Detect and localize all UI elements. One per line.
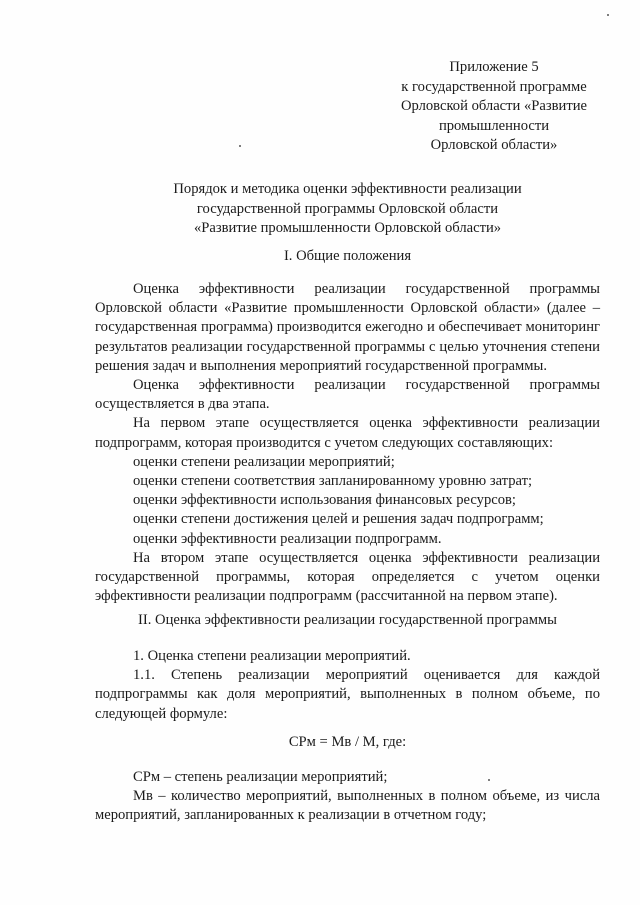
section-1-body	[95, 280, 600, 606]
annex-header	[380, 58, 608, 156]
paragraph: На втором этапе осуществляется оценка эффективности реализации государственной программы, которая определяется с учетом оценки эффективности реализации подпрограмм (рассчитанной на первом этапе).	[95, 549, 600, 605]
annex-line: Орловской области «Развитие	[400, 98, 588, 114]
title-line: «Развитие промышленности Орловской области»	[193, 220, 502, 236]
annex-line: Орловской области»	[430, 137, 558, 153]
list-item: оценки степени реализации мероприятий;	[133, 453, 395, 470]
document-title	[95, 180, 600, 239]
annex-number: Приложение 5	[449, 59, 539, 75]
paragraph: Оценка эффективности реализации государственной программы Орловской области «Развитие промышленности Орловской области» (далее – государственная программа) производится ежегодно и обеспечивает мониторинг результатов реализации государственной программы с целью уточнения степени решения задач и выполнения мероприятий государственной программы.	[95, 281, 600, 374]
list-item: оценки степени достижения целей и решения задач подпрограмм;	[133, 511, 544, 528]
title-line: Порядок и методика оценки эффективности реализации	[173, 181, 522, 197]
paragraph: На первом этапе осуществляется оценка эффективности реализации подпрограмм, которая производится с учетом следующих составляющих:	[95, 415, 600, 451]
list-item: оценки эффективности реализации подпрограмм.	[133, 530, 442, 547]
definitions	[95, 768, 600, 826]
paragraph: 1.1. Степень реализации мероприятий оценивается для каждой подпрограммы как доля мероприятий, выполненных в полном объеме, по следующей формуле:	[95, 667, 600, 722]
title-line: государственной программы Орловской области	[196, 200, 499, 217]
scan-speck	[488, 779, 490, 781]
scan-speck	[239, 145, 241, 147]
definition: СРм – степень реализации мероприятий;	[133, 769, 388, 785]
section-2-heading: II. Оценка эффективности реализации государственной программы	[138, 612, 557, 628]
definition: Мв – количество мероприятий, выполненных в полном объеме, из числа мероприятий, запланированных к реализации в отчетном году;	[95, 788, 600, 824]
annex-line: к государственной программе	[401, 78, 587, 95]
list-item: оценки эффективности использования финансовых ресурсов;	[133, 492, 516, 509]
scan-speck	[607, 14, 609, 16]
section-1-heading: I. Общие положения	[283, 248, 412, 264]
section-2-body	[95, 647, 600, 724]
annex-line: промышленности	[438, 117, 550, 134]
subsection-heading: 1. Оценка степени реализации мероприятий.	[133, 648, 411, 664]
formula: СРм = Мв / М, где:	[288, 734, 407, 750]
paragraph: Оценка эффективности реализации государственной программы осуществляется в два этапа.	[95, 377, 600, 413]
list-item: оценки степени соответствия запланированному уровню затрат;	[133, 473, 533, 490]
